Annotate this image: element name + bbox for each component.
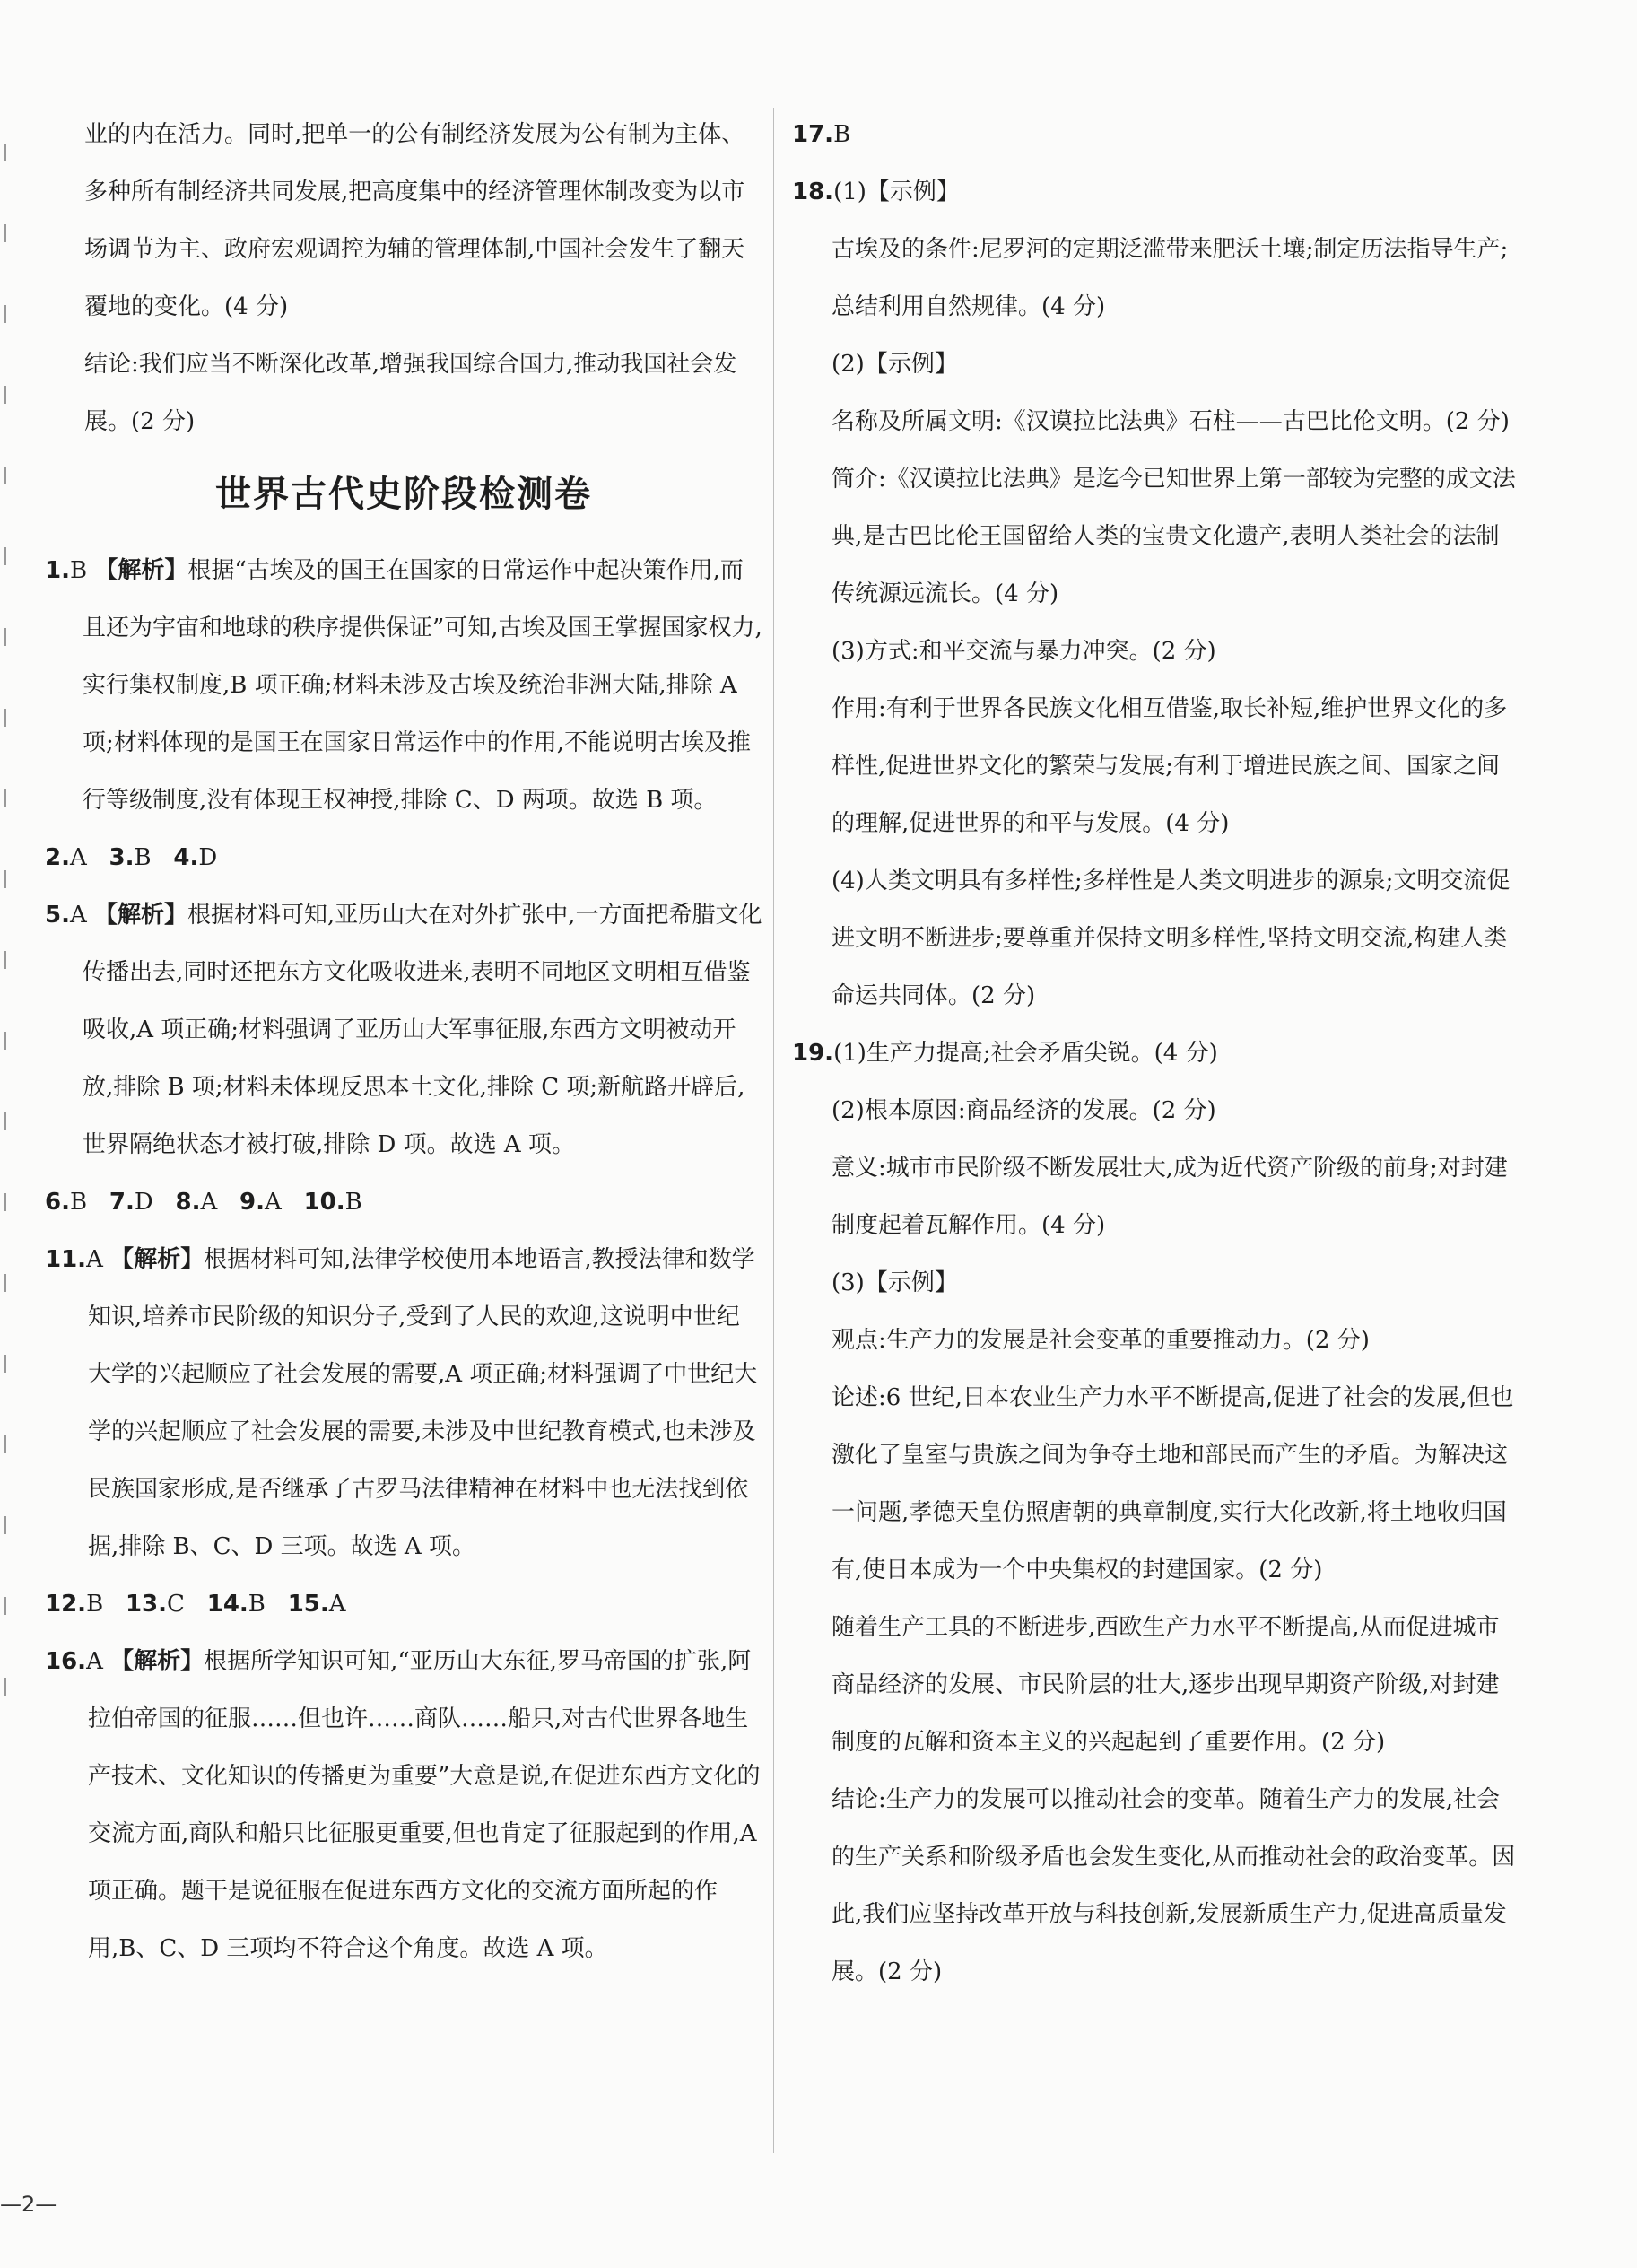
answer-choice: A	[200, 1189, 218, 1216]
q18-part1: 古埃及的条件:尼罗河的定期泛滥带来肥沃土壤;制定历法指导生产;总结利用自然规律。(4 分)	[832, 236, 1509, 320]
binding-margin-marks	[4, 144, 11, 1758]
answer-1	[45, 542, 762, 829]
q19-part3-head: (3)【示例】	[832, 1269, 958, 1296]
answer-choice: A	[328, 1591, 346, 1618]
q19-part3-conclusion: 结论:生产力的发展可以推动社会的变革。随着生产力的发展,社会的生产关系和阶级矛盾也会发生变化,从而推动社会的政治变革。因此,我们应坚持改革开放与科技创新,发展新质生产力,促进高质量发展。(2 分)	[832, 1786, 1516, 1985]
answer-choice: A	[265, 1189, 282, 1216]
answer-choice: A	[86, 1648, 103, 1675]
answer-17	[792, 106, 1519, 163]
q19-part3-argument: 论述:6 世纪,日本农业生产力水平不断提高,促进了社会的发展,但也激化了皇室与贵族之间为争夺土地和部民而产生的矛盾。为解决这一问题,孝德天皇仿照唐朝的典章制度,实行大化改新,将土地收归国有,使日本成为一个中央集权的封建国家。(2 分)	[832, 1384, 1514, 1583]
answer-choice: A	[69, 844, 87, 871]
column-divider	[773, 108, 774, 2153]
answer-number: 14.	[206, 1591, 248, 1618]
q19-part3-argument-2: 随着生产工具的不断进步,西欧生产力水平不断提高,从而促进城市商品经济的发展、市民阶层的壮大,逐步出现早期资产阶级,对封建制度的瓦解和资本主义的兴起起到了重要作用。(2 分)	[832, 1614, 1500, 1756]
answer-number: 1.	[45, 557, 70, 584]
answer-number: 19.	[792, 1040, 834, 1067]
answer-number: 18.	[792, 179, 834, 205]
answer-choice: B	[344, 1189, 362, 1216]
section-title: 世界古代史阶段检测卷	[215, 474, 592, 515]
answer-number: 13.	[125, 1591, 168, 1618]
sub-question-head: (1)【示例】	[833, 179, 960, 205]
answer-number: 2.	[45, 844, 70, 871]
q18-part3-method: (3)方式:和平交流与暴力冲突。(2 分)	[832, 638, 1216, 665]
answer-choice: B	[134, 844, 152, 871]
answer-choice: D	[134, 1189, 153, 1216]
answer-number: 10.	[303, 1189, 345, 1216]
q19-part1: (1)生产力提高;社会矛盾尖锐。(4 分)	[833, 1040, 1218, 1067]
answer-5	[45, 886, 762, 1173]
answer-number: 4.	[173, 844, 199, 871]
answer-number: 12.	[45, 1591, 87, 1618]
analysis-tag: 【解析】	[94, 557, 188, 584]
answer-number: 11.	[45, 1246, 87, 1273]
answer-choice: B	[833, 121, 851, 148]
page-number: —2—	[0, 2192, 57, 2217]
answers-row-2-4	[45, 829, 762, 886]
intro-paragraph: 业的内在活力。同时,把单一的公有制经济发展为公有制为主体、多种所有制经济共同发展,把高度集中的经济管理体制改变为以市场调节为主、政府宏观调控为辅的管理体制,中国社会发生了翻天覆地的变化。(4 分)	[84, 121, 745, 320]
q18-part2-intro: 简介:《汉谟拉比法典》是迄今已知世界上第一部较为完整的成文法典,是古巴比伦王国留给人类的宝贵文化遗产,表明人类社会的法制传统源远流长。(4 分)	[832, 466, 1516, 607]
answer-choice: A	[86, 1246, 103, 1273]
intro-conclusion: 结论:我们应当不断深化改革,增强我国综合国力,推动我国社会发展。(2 分)	[84, 351, 737, 435]
right-column	[792, 106, 1519, 2001]
answer-choice: C	[167, 1591, 185, 1618]
answer-16	[45, 1633, 762, 1977]
answer-number: 7.	[109, 1189, 135, 1216]
answer-number: 3.	[109, 844, 135, 871]
answer-number: 17.	[792, 121, 834, 148]
answer-11	[45, 1231, 762, 1575]
q19-part2-cause: (2)根本原因:商品经济的发展。(2 分)	[832, 1097, 1216, 1124]
analysis-text: 根据“古埃及的国王在国家的日常运作中起决策作用,而且还为宇宙和地球的秩序提供保证”可知,古埃及国王掌握国家权力,实行集权制度,B 项正确;材料未涉及古埃及统治非洲大陆,排除 A 项;材料体现的是国王在国家日常运作中的作用,不能说明古埃及推行等级制度,没有体现王权神授,排除 C、D 两项。故选 B 项。	[83, 557, 762, 814]
analysis-tag: 【解析】	[94, 902, 188, 929]
answer-number: 6.	[45, 1189, 70, 1216]
answer-choice: A	[69, 902, 87, 929]
analysis-text: 根据材料可知,亚历山大在对外扩张中,一方面把希腊文化传播出去,同时还把东方文化吸收进来,表明不同地区文明相互借鉴吸收,A 项正确;材料强调了亚历山大军事征服,东西方文明被动开放,排除 B 项;材料未体现反思本土文化,排除 C 项;新航路开辟后,世界隔绝状态才被打破,排除 D 项。故选 A 项。	[83, 902, 762, 1158]
analysis-text: 根据材料可知,法律学校使用本地语言,教授法律和数学知识,培养市民阶级的知识分子,受到了人民的欢迎,这说明中世纪大学的兴起顺应了社会发展的需要,A 项正确;材料强调了中世纪大学的兴起顺应了社会发展的需要,未涉及中世纪教育模式,也未涉及民族国家形成,是否继承了古罗马法律精神在材料中也无法找到依据,排除 B、C、D 三项。故选 A 项。	[88, 1246, 758, 1560]
left-column	[45, 106, 762, 1977]
answer-choice: B	[69, 1189, 88, 1216]
answer-number: 9.	[239, 1189, 266, 1216]
answer-18-header	[792, 163, 1519, 221]
answer-choice: D	[198, 844, 218, 871]
q18-part4: (4)人类文明具有多样性;多样性是人类文明进步的源泉;文明交流促进文明不断进步;要尊重并保持文明多样性,坚持文明交流,构建人类命运共同体。(2 分)	[832, 868, 1511, 1009]
analysis-text: 根据所学知识可知,“亚历山大东征,罗马帝国的扩张,阿拉伯帝国的征服……但也许……商队……船只,对古代世界各地生产技术、文化知识的传播更为重要”大意是说,在促进东西方文化的交流方面,商队和船只比征服更重要,但也肯定了征服起到的作用,A 项正确。题干是说征服在促进东西方文化的交流方面所起的作用,B、C、D 三项均不符合这个角度。故选 A 项。	[88, 1648, 761, 1962]
answer-choice: B	[248, 1591, 266, 1618]
answers-row-6-10	[45, 1173, 762, 1231]
q19-part3-viewpoint: 观点:生产力的发展是社会变革的重要推动力。(2 分)	[832, 1327, 1370, 1354]
answer-number: 15.	[287, 1591, 329, 1618]
q18-part2-name: 名称及所属文明:《汉谟拉比法典》石柱——古巴比伦文明。(2 分)	[832, 408, 1510, 435]
answers-row-12-15	[45, 1575, 762, 1633]
answer-number: 16.	[45, 1648, 87, 1675]
q18-part3-effect: 作用:有利于世界各民族文化相互借鉴,取长补短,维护世界文化的多样性,促进世界文化的繁荣与发展;有利于增进民族之间、国家之间的理解,促进世界的和平与发展。(4 分)	[832, 695, 1508, 837]
analysis-tag: 【解析】	[110, 1246, 205, 1273]
answer-choice: B	[86, 1591, 104, 1618]
analysis-tag: 【解析】	[110, 1648, 205, 1675]
answer-19-header	[792, 1025, 1519, 1082]
answer-choice: B	[69, 557, 88, 584]
q18-part2-head: (2)【示例】	[832, 351, 958, 378]
q19-part2-meaning: 意义:城市市民阶级不断发展壮大,成为近代资产阶级的前身;对封建制度起着瓦解作用。(4 分)	[832, 1155, 1508, 1239]
answer-number: 5.	[45, 902, 70, 929]
answer-number: 8.	[175, 1189, 201, 1216]
